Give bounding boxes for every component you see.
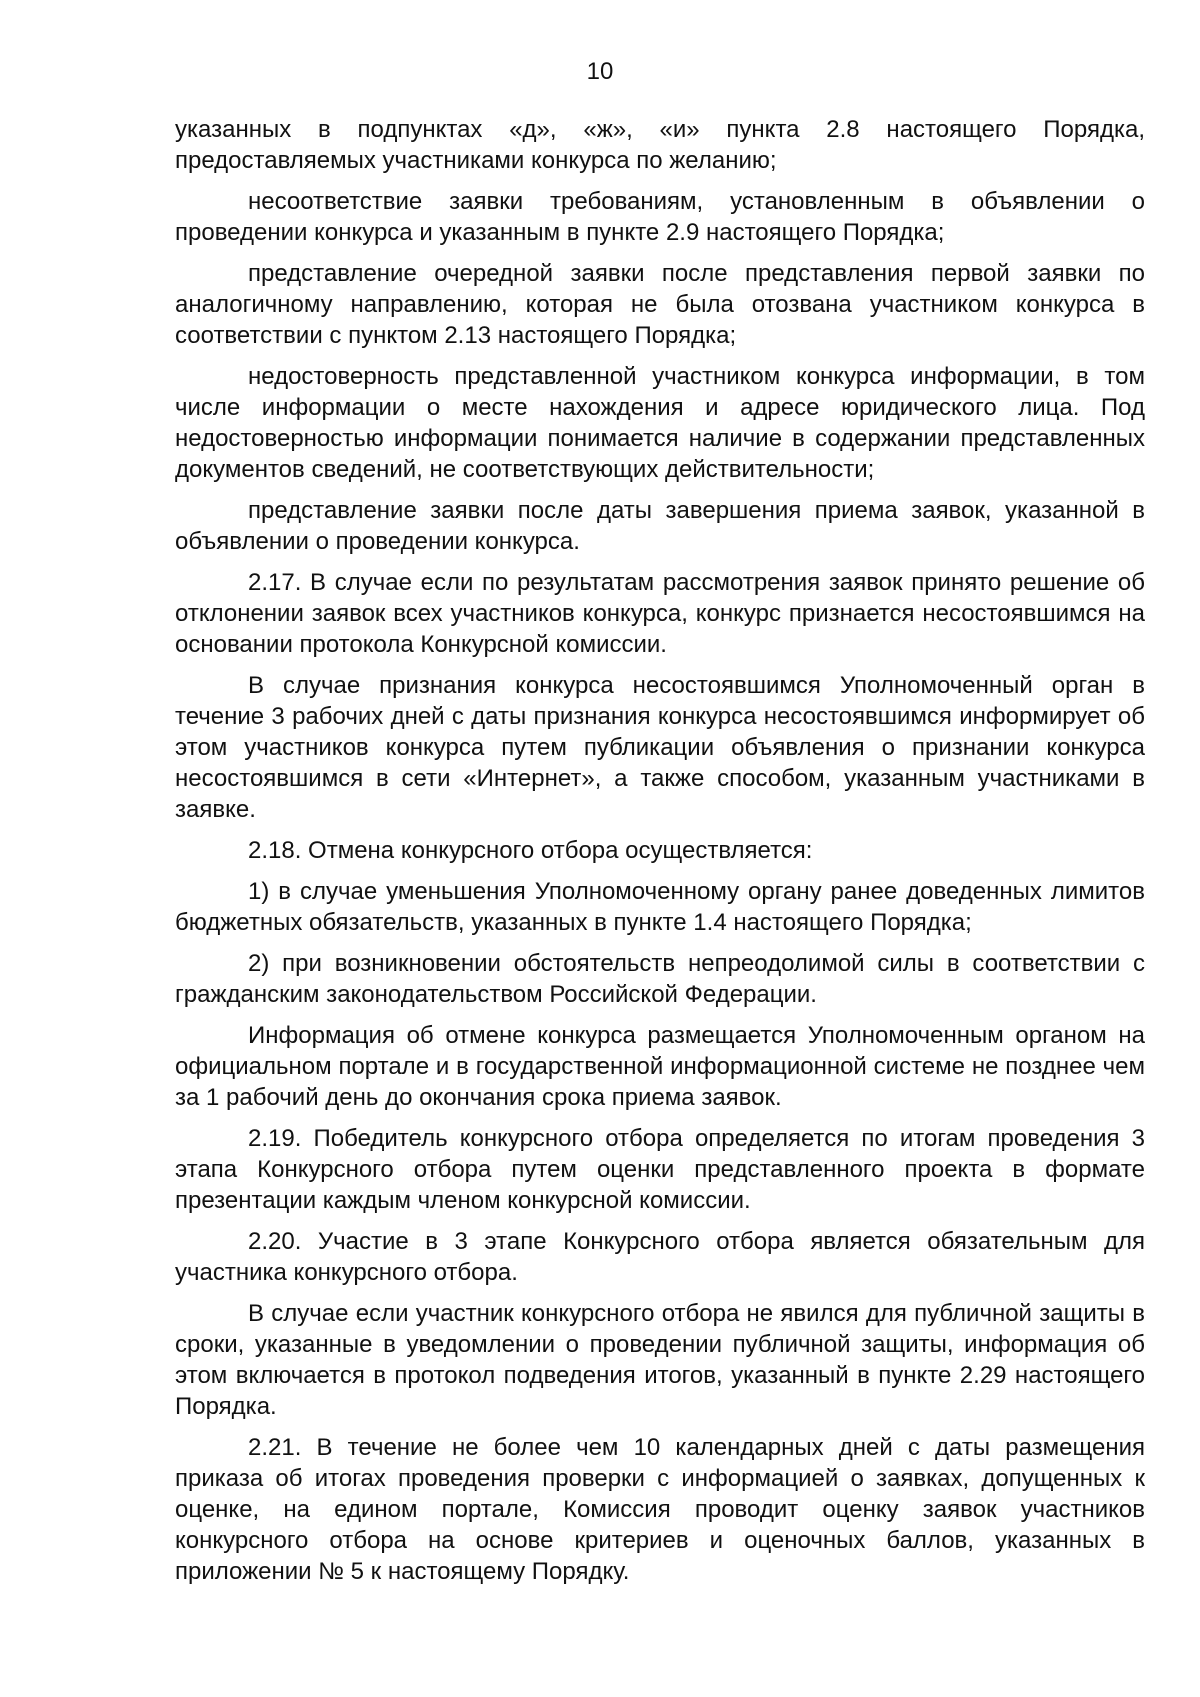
paragraph: представление заявки после даты завершения приема заявок, указанной в объявлении о проведении конкурса.: [175, 497, 1145, 555]
paragraph: несоответствие заявки требованиям, установленным в объявлении о проведении конкурса и указанным в пункте 2.9 настоящего Порядка;: [175, 188, 1145, 246]
page-number: 10: [586, 58, 614, 85]
paragraph-2-21: 2.21. В течение не более чем 10 календарных дней с даты размещения приказа об итогах проведения проверки с информацией о заявках, допущенных к оценке, на едином портале, Комиссия проводит оценку заявок участников конкурсного отбора на основе критериев и оценочных баллов, указанных в приложении № 5 к настоящему Порядку.: [175, 1434, 1145, 1585]
paragraph: В случае если участник конкурсного отбора не явился для публичной защиты в сроки, указанные в уведомлении о проведении публичной защиты, информация об этом включается в протокол подведения итогов, указанный в пункте 2.29 настоящего Порядка.: [175, 1300, 1145, 1420]
paragraph: представление очередной заявки после представления первой заявки по аналогичному направлению, которая не была отозвана участником конкурса в соответствии с пунктом 2.13 настоящего Порядка;: [175, 260, 1145, 349]
paragraph: Информация об отмене конкурса размещается Уполномоченным органом на официальном портале и в государственной информационной системе не позднее чем за 1 рабочий день до окончания срока приема заявок.: [175, 1022, 1145, 1111]
paragraph-2-20: 2.20. Участие в 3 этапе Конкурсного отбора является обязательным для участника конкурсного отбора.: [175, 1228, 1145, 1286]
paragraph: 1) в случае уменьшения Уполномоченному органу ранее доведенных лимитов бюджетных обязательств, указанных в пункте 1.4 настоящего Порядка;: [175, 878, 1145, 936]
paragraph: В случае признания конкурса несостоявшимся Уполномоченный орган в течение 3 рабочих дней с даты признания конкурса несостоявшимся информирует об этом участников конкурса путем публикации объявления о признании конкурса несостоявшимся в сети «Интернет», а также способом, указанным участниками в заявке.: [175, 672, 1145, 823]
document-body: [175, 114, 1145, 1597]
paragraph: 2) при возникновении обстоятельств непреодолимой силы в соответствии с гражданским законодательством Российской Федерации.: [175, 950, 1145, 1008]
paragraph-2-19: 2.19. Победитель конкурсного отбора определяется по итогам проведения 3 этапа Конкурсного отбора путем оценки представленного проекта в формате презентации каждым членом конкурсной комиссии.: [175, 1125, 1145, 1214]
paragraph: недостоверность представленной участником конкурса информации, в том числе информации о месте нахождения и адресе юридического лица. Под недостоверностью информации понимается наличие в содержании представленных документов сведений, не соответствующих действительности;: [175, 363, 1145, 483]
paragraph-2-18: 2.18. Отмена конкурсного отбора осуществляется:: [248, 837, 813, 864]
paragraph-2-17: 2.17. В случае если по результатам рассмотрения заявок принято решение об отклонении заявок всех участников конкурса, конкурс признается несостоявшимся на основании протокола Конкурсной комиссии.: [175, 569, 1145, 658]
paragraph: указанных в подпунктах «д», «ж», «и» пункта 2.8 настоящего Порядка, предоставляемых участниками конкурса по желанию;: [175, 116, 1145, 174]
